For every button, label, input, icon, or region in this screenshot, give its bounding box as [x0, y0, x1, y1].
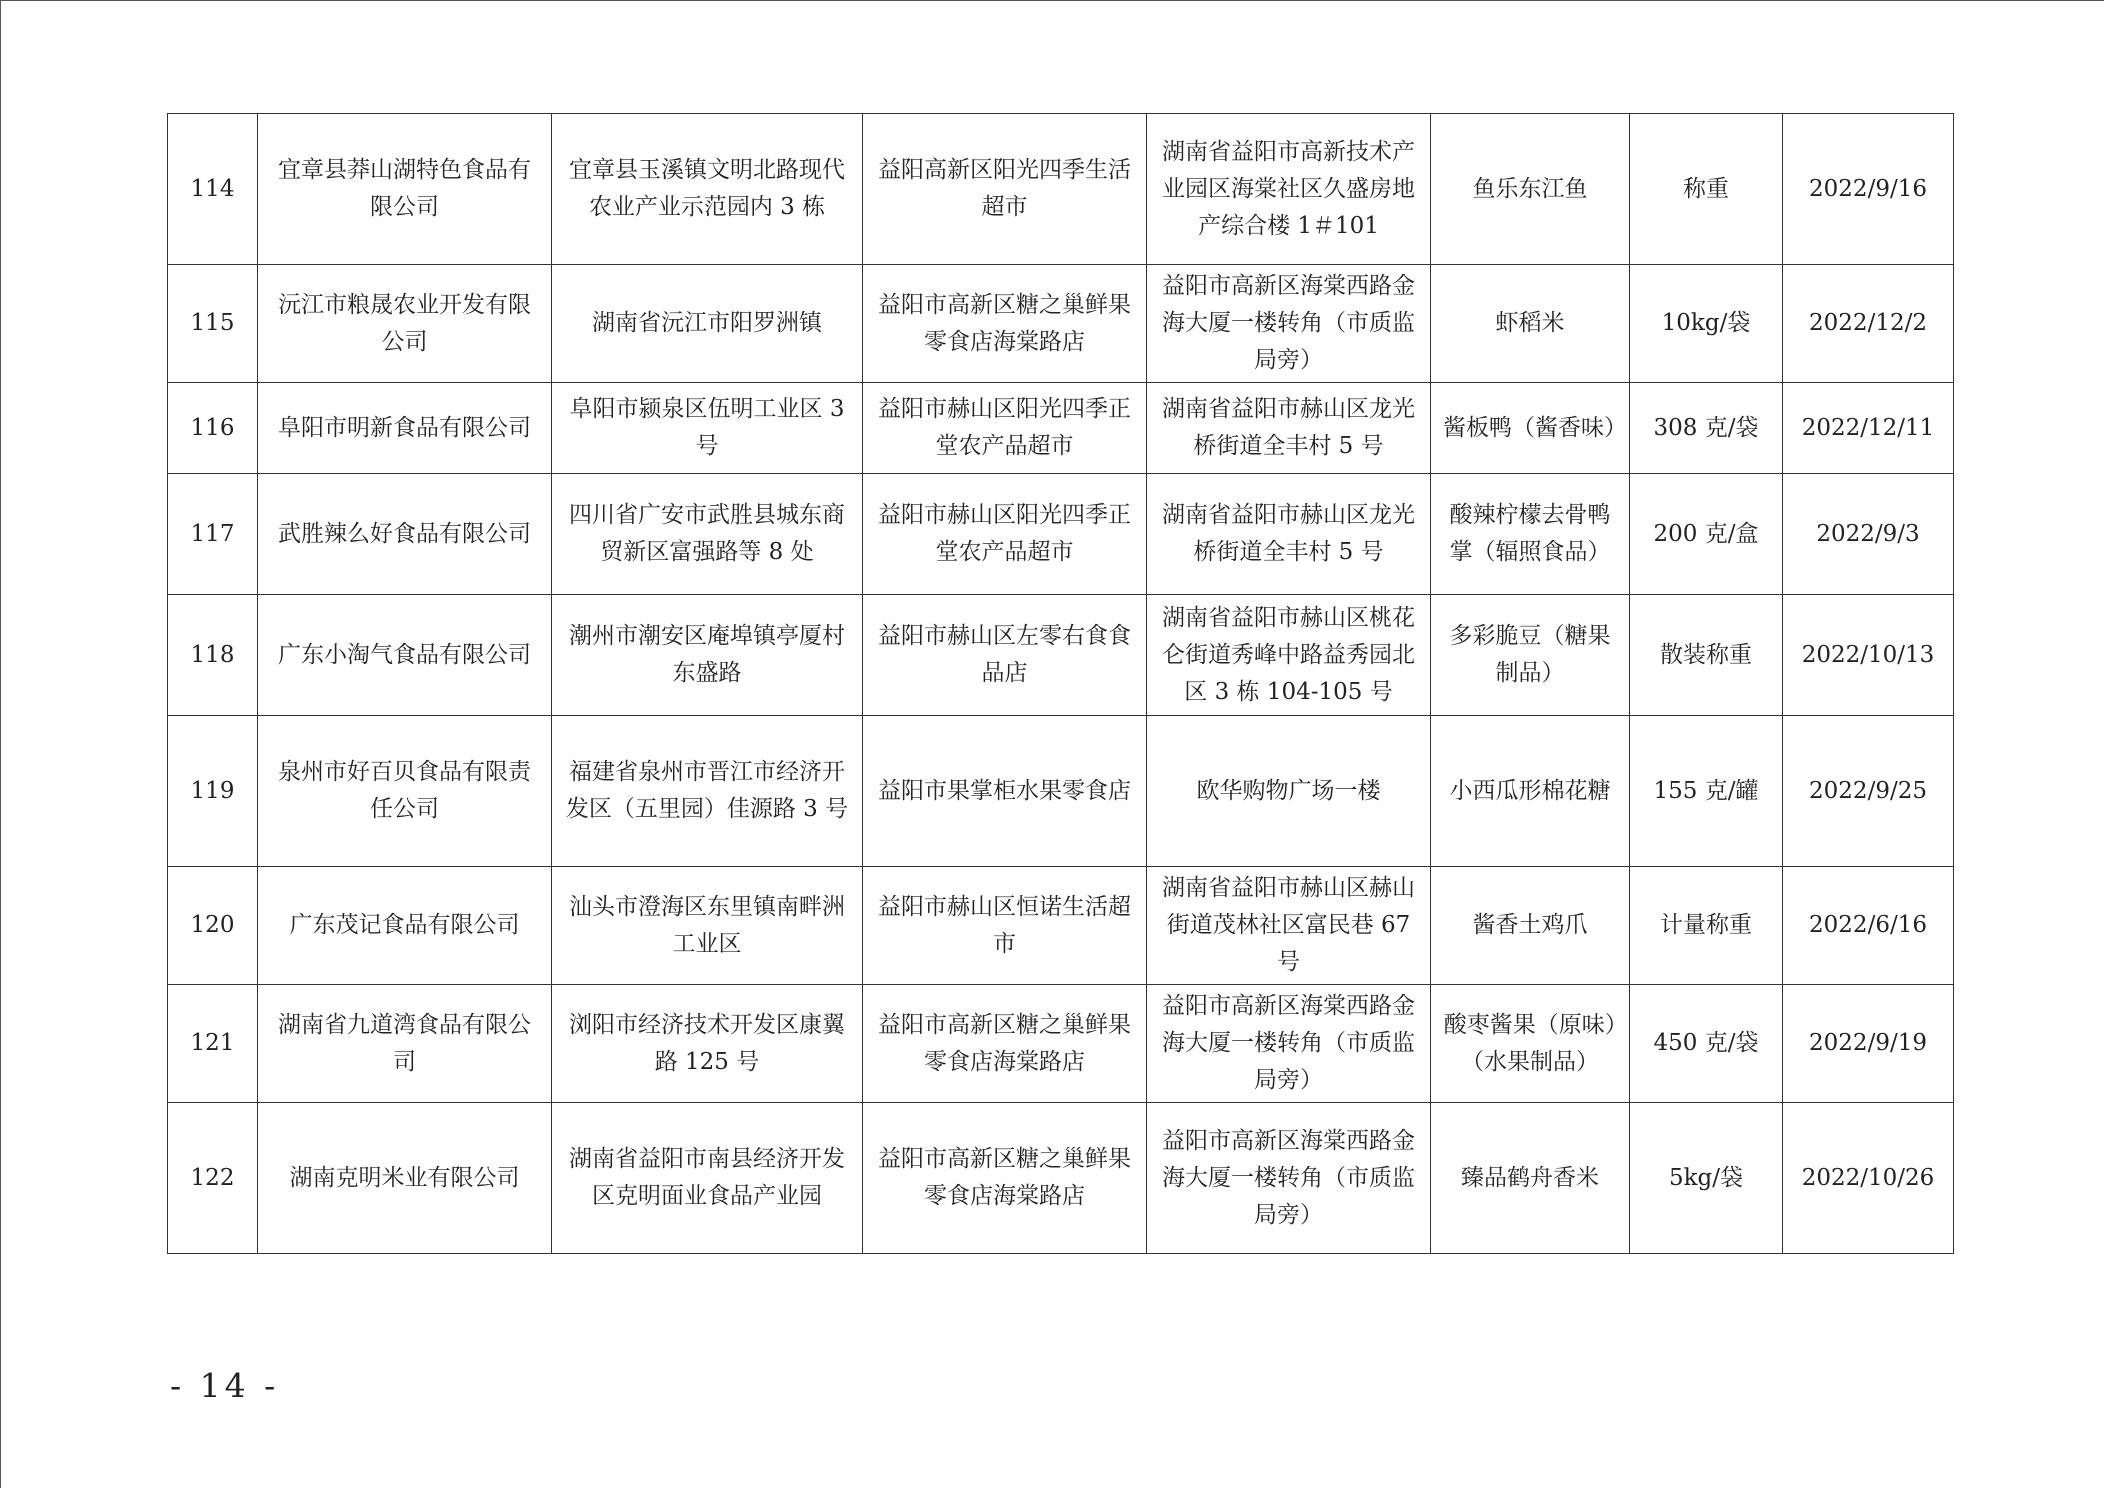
- product-spec: 5kg/袋: [1630, 1103, 1783, 1254]
- sampling-results-table: [167, 113, 1954, 1254]
- row-number: 121: [168, 985, 258, 1103]
- table-row: [168, 1103, 1954, 1254]
- seller-name: 益阳高新区阳光四季生活超市: [863, 114, 1147, 265]
- table-row: [168, 867, 1954, 985]
- product-name: 酸辣柠檬去骨鸭掌（辐照食品）: [1431, 474, 1630, 595]
- producer-address: 宜章县玉溪镇文明北路现代农业产业示范园内 3 栋: [552, 114, 863, 265]
- production-date: 2022/10/26: [1783, 1103, 1954, 1254]
- producer-address: 湖南省益阳市南县经济开发区克明面业食品产业园: [552, 1103, 863, 1254]
- seller-address: 湖南省益阳市赫山区龙光桥街道全丰村 5 号: [1147, 474, 1431, 595]
- table-row: [168, 265, 1954, 383]
- production-date: 2022/9/16: [1783, 114, 1954, 265]
- seller-name: 益阳市赫山区阳光四季正堂农产品超市: [863, 383, 1147, 474]
- production-date: 2022/12/2: [1783, 265, 1954, 383]
- producer-name: 武胜辣么好食品有限公司: [258, 474, 552, 595]
- seller-address: 湖南省益阳市高新技术产业园区海棠社区久盛房地产综合楼 1＃101: [1147, 114, 1431, 265]
- producer-name: 湖南克明米业有限公司: [258, 1103, 552, 1254]
- product-spec: 10kg/袋: [1630, 265, 1783, 383]
- product-name: 小西瓜形棉花糖: [1431, 716, 1630, 867]
- seller-name: 益阳市赫山区阳光四季正堂农产品超市: [863, 474, 1147, 595]
- row-number: 117: [168, 474, 258, 595]
- seller-address: 益阳市高新区海棠西路金海大厦一楼转角（市质监局旁）: [1147, 1103, 1431, 1254]
- product-name: 臻品鹤舟香米: [1431, 1103, 1630, 1254]
- product-name: 酱香土鸡爪: [1431, 867, 1630, 985]
- production-date: 2022/9/25: [1783, 716, 1954, 867]
- row-number: 119: [168, 716, 258, 867]
- product-name: 酸枣酱果（原味）（水果制品）: [1431, 985, 1630, 1103]
- seller-name: 益阳市赫山区左零右食食品店: [863, 595, 1147, 716]
- row-number: 118: [168, 595, 258, 716]
- row-number: 122: [168, 1103, 258, 1254]
- producer-address: 潮州市潮安区庵埠镇亭厦村东盛路: [552, 595, 863, 716]
- page-top-border: [0, 0, 2104, 1]
- producer-address: 福建省泉州市晋江市经济开发区（五里园）佳源路 3 号: [552, 716, 863, 867]
- table-row: [168, 114, 1954, 265]
- table-row: [168, 474, 1954, 595]
- producer-name: 广东小淘气食品有限公司: [258, 595, 552, 716]
- seller-name: 益阳市赫山区恒诺生活超市: [863, 867, 1147, 985]
- production-date: 2022/9/19: [1783, 985, 1954, 1103]
- product-spec: 称重: [1630, 114, 1783, 265]
- producer-name: 湖南省九道湾食品有限公司: [258, 985, 552, 1103]
- seller-address: 湖南省益阳市赫山区桃花仑街道秀峰中路益秀园北区 3 栋 104-105 号: [1147, 595, 1431, 716]
- product-spec: 308 克/袋: [1630, 383, 1783, 474]
- producer-address: 四川省广安市武胜县城东商贸新区富强路等 8 处: [552, 474, 863, 595]
- producer-address: 阜阳市颍泉区伍明工业区 3 号: [552, 383, 863, 474]
- production-date: 2022/12/11: [1783, 383, 1954, 474]
- seller-name: 益阳市高新区糖之巢鲜果零食店海棠路店: [863, 1103, 1147, 1254]
- production-date: 2022/9/3: [1783, 474, 1954, 595]
- seller-name: 益阳市高新区糖之巢鲜果零食店海棠路店: [863, 265, 1147, 383]
- product-name: 多彩脆豆（糖果制品）: [1431, 595, 1630, 716]
- producer-name: 泉州市好百贝食品有限责任公司: [258, 716, 552, 867]
- product-spec: 450 克/袋: [1630, 985, 1783, 1103]
- producer-address: 湖南省沅江市阳罗洲镇: [552, 265, 863, 383]
- producer-name: 阜阳市明新食品有限公司: [258, 383, 552, 474]
- table-row: [168, 595, 1954, 716]
- seller-address: 湖南省益阳市赫山区赫山街道茂林社区富民巷 67 号: [1147, 867, 1431, 985]
- product-spec: 计量称重: [1630, 867, 1783, 985]
- seller-address: 益阳市高新区海棠西路金海大厦一楼转角（市质监局旁）: [1147, 265, 1431, 383]
- row-number: 120: [168, 867, 258, 985]
- seller-address: 欧华购物广场一楼: [1147, 716, 1431, 867]
- page-left-border: [0, 0, 1, 1488]
- product-spec: 200 克/盒: [1630, 474, 1783, 595]
- production-date: 2022/6/16: [1783, 867, 1954, 985]
- product-spec: 散装称重: [1630, 595, 1783, 716]
- producer-address: 浏阳市经济技术开发区康翼路 125 号: [552, 985, 863, 1103]
- producer-address: 汕头市澄海区东里镇南畔洲工业区: [552, 867, 863, 985]
- product-name: 酱板鸭（酱香味）: [1431, 383, 1630, 474]
- row-number: 116: [168, 383, 258, 474]
- seller-name: 益阳市果掌柜水果零食店: [863, 716, 1147, 867]
- product-spec: 155 克/罐: [1630, 716, 1783, 867]
- product-name: 虾稻米: [1431, 265, 1630, 383]
- row-number: 114: [168, 114, 258, 265]
- product-name: 鱼乐东江鱼: [1431, 114, 1630, 265]
- producer-name: 宜章县莽山湖特色食品有限公司: [258, 114, 552, 265]
- producer-name: 沅江市粮晟农业开发有限公司: [258, 265, 552, 383]
- seller-name: 益阳市高新区糖之巢鲜果零食店海棠路店: [863, 985, 1147, 1103]
- table-row: [168, 383, 1954, 474]
- production-date: 2022/10/13: [1783, 595, 1954, 716]
- seller-address: 湖南省益阳市赫山区龙光桥街道全丰村 5 号: [1147, 383, 1431, 474]
- row-number: 115: [168, 265, 258, 383]
- seller-address: 益阳市高新区海棠西路金海大厦一楼转角（市质监局旁）: [1147, 985, 1431, 1103]
- page-number: - 14 -: [170, 1366, 280, 1405]
- producer-name: 广东茂记食品有限公司: [258, 867, 552, 985]
- table-row: [168, 716, 1954, 867]
- table-row: [168, 985, 1954, 1103]
